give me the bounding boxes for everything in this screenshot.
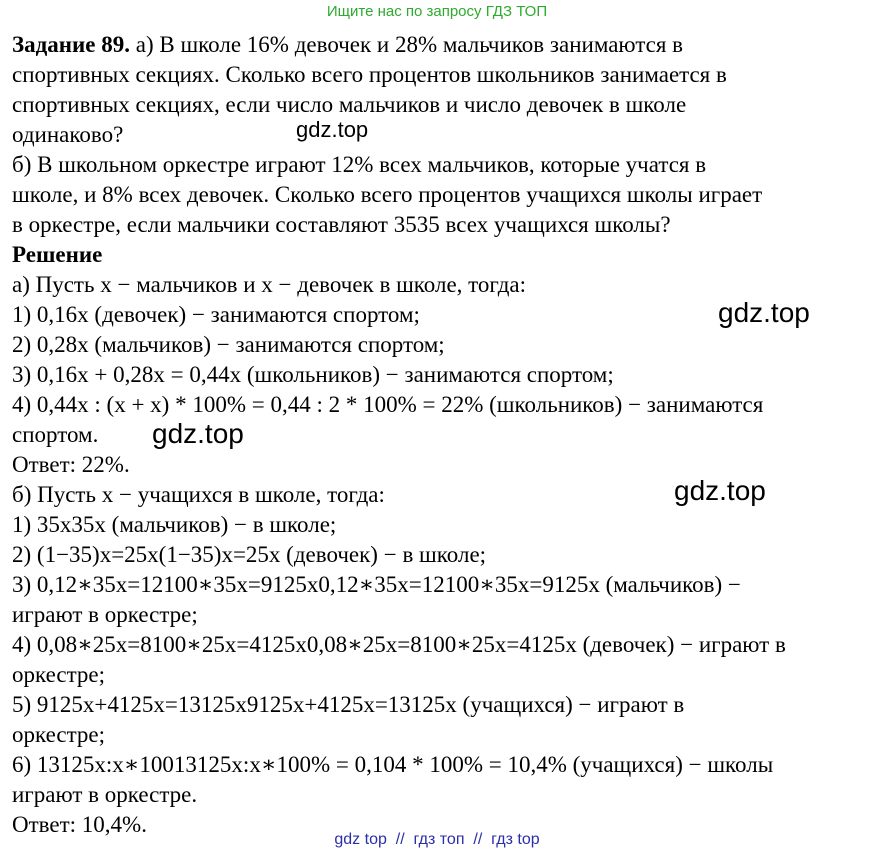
task-text-line: спортивных секциях, если число мальчиков и число девочек в школе bbox=[12, 92, 687, 117]
solution-line: 2) (1−35)х=25х(1−35)х=25х (девочек) − в школе; bbox=[12, 542, 487, 567]
watermark: gdz.top bbox=[152, 418, 244, 449]
task-document bbox=[12, 30, 864, 840]
task-first-line bbox=[12, 30, 864, 60]
solution-line: 5) 9125х+4125х=13125х9125х+4125х=13125х (учащихся) − играют в bbox=[12, 692, 685, 717]
task-text-line: в оркестре, если мальчики составляют 3535 всех учащихся школы? bbox=[12, 212, 671, 237]
solution-line: 3) 0,16х + 0,28х = 0,44х (школьников) − занимаются спортом; bbox=[12, 362, 614, 387]
task-text-line: одинаково? bbox=[12, 122, 124, 147]
solution-line: оркестре; bbox=[12, 662, 106, 687]
watermark: gdz.top bbox=[296, 117, 369, 142]
answer-a: Ответ: 22%. bbox=[12, 452, 130, 477]
answer-b: Ответ: 10,4%. bbox=[12, 812, 147, 837]
solution-line: играют в оркестре; bbox=[12, 602, 198, 627]
solution-line: 4) 0,08∗25х=8100∗25х=4125х0,08∗25х=8100∗25х=4125х (девочек) − играют в bbox=[12, 632, 786, 657]
solution-line: 4) 0,44х : (х + х) * 100% = 0,44 : 2 * 100% = 22% (школьников) − занимаются bbox=[12, 392, 764, 417]
solution-line: 1) 35х35х (мальчиков) − в школе; bbox=[12, 512, 337, 537]
solution-line: б) Пусть х − учащихся в школе, тогда: bbox=[12, 482, 385, 507]
task-text-line: б) В школьном оркестре играют 12% всех мальчиков, которые учатся в bbox=[12, 152, 707, 177]
solution-line: 3) 0,12∗35х=12100∗35х=9125х0,12∗35х=12100∗35х=9125х (мальчиков) − bbox=[12, 572, 741, 597]
solution-line: а) Пусть х − мальчиков и х − девочек в школе, тогда: bbox=[12, 272, 527, 297]
solution-line: 1) 0,16х (девочек) − занимаются спортом; bbox=[12, 302, 420, 327]
solution-line: спортом. bbox=[12, 422, 99, 447]
solution-line: играют в оркестре. bbox=[12, 782, 198, 807]
task-text-line: спортивных секциях. Сколько всего процентов школьников занимается в bbox=[12, 62, 727, 87]
task-text-line: школе, и 8% всех девочек. Сколько всего процентов учащихся школы играет bbox=[12, 182, 763, 207]
top-banner[interactable]: Ищите нас по запросу ГДЗ ТОП bbox=[326, 3, 548, 20]
solution-line: оркестре; bbox=[12, 722, 106, 747]
solution-line: 6) 13125х:х∗10013125х:х∗100% = 0,104 * 100% = 10,4% (учащихся) − школы bbox=[12, 752, 774, 777]
solution-line: 2) 0,28х (мальчиков) − занимаются спортом; bbox=[12, 332, 445, 357]
task-title: Задание 89. bbox=[12, 32, 130, 57]
watermark: gdz.top bbox=[674, 475, 766, 506]
task-text-line: а) В школе 16% девочек и 28% мальчиков занимаются в bbox=[130, 32, 684, 57]
footer-links[interactable]: gdz top // гдз топ // гдз top bbox=[334, 831, 540, 848]
solution-heading: Решение bbox=[12, 242, 103, 267]
watermark: gdz.top bbox=[718, 297, 810, 328]
